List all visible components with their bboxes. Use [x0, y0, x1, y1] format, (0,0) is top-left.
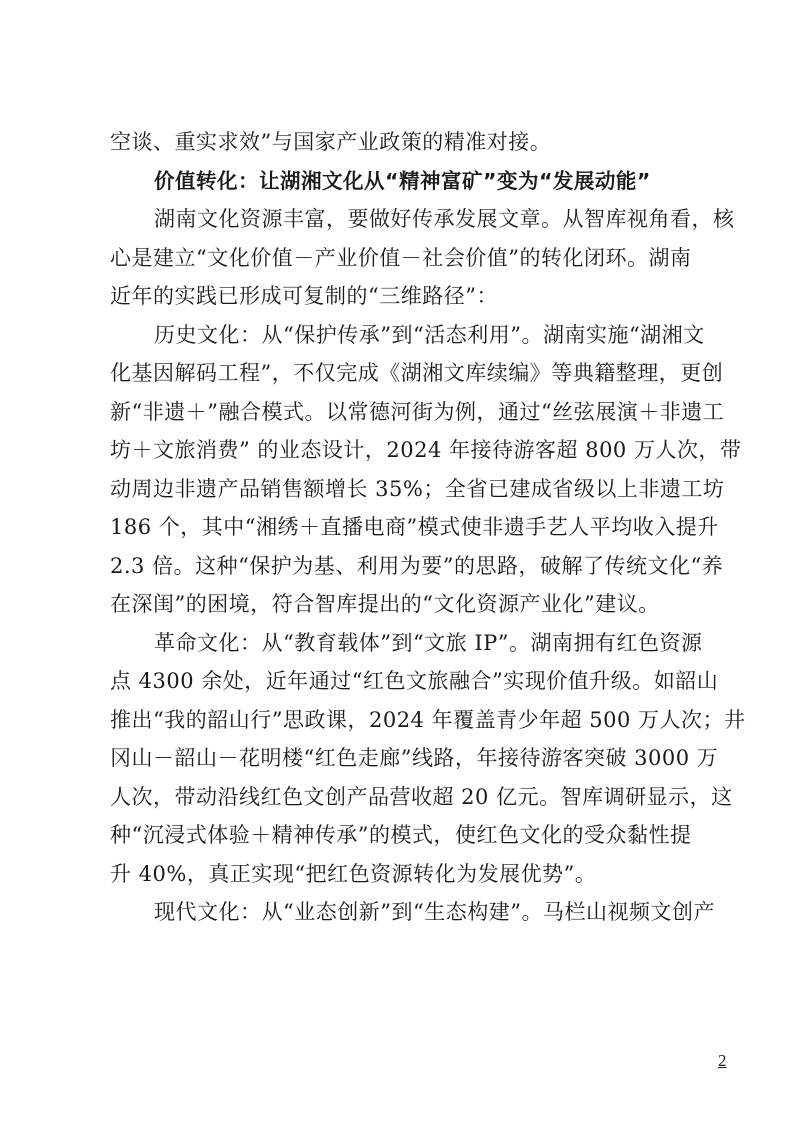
paragraph-history-line: 动周边非遗产品销售额增长 35%；全省已建成省级以上非遗工坊 [110, 476, 725, 501]
document-body [110, 123, 746, 932]
paragraph-intro-line: 近年的实践已形成可复制的“三维路径”： [110, 284, 498, 308]
paragraph-history-line: 186 个，其中“湘绣＋直播电商”模式使非遗手艺人平均收入提升 [110, 515, 719, 539]
paragraph-intro-line: 心是建立“文化价值－产业价值－社会价值”的转化闭环。湖南 [110, 245, 692, 270]
paragraph-history-line: 历史文化：从“保护传承”到“活态利用”。湖南实施“湖湘文 [154, 322, 705, 347]
paragraph-modern-line: 现代文化：从“业态创新”到“生态构建”。马栏山视频文创产 [154, 900, 715, 924]
paragraph-history-line: 坊＋文旅消费” 的业态设计，2024 年接待游客超 800 万人次，带 [110, 438, 742, 462]
paragraph-revolution-line: 种“沉浸式体验＋精神传承”的模式，使红色文化的受众黏性提 [110, 823, 692, 847]
paragraph-revolution-line: 推出“我的韶山行”思政课，2024 年覆盖青少年超 500 万人次；井 [110, 707, 746, 732]
paragraph-history-line: 2.3 倍。这种“保护为基、利用为要”的思路，破解了传统文化“养 [110, 553, 724, 578]
paragraph-revolution-line: 革命文化：从“教育载体”到“文旅 IP”。湖南拥有红色资源 [154, 630, 703, 655]
paragraph-history-line: 在深闺”的困境，符合智库提出的“文化资源产业化”建议。 [110, 592, 660, 616]
paragraph-revolution-line: 冈山－韶山－花明楼“红色走廊”线路，年接待游客突破 3000 万 [110, 746, 719, 770]
section-heading: 价值转化：让湖湘文化从“精神富矿”变为“发展动能” [154, 168, 651, 193]
paragraph-intro-line: 湖南文化资源丰富，要做好传承发展文章。从智库视角看，核 [154, 207, 735, 231]
paragraph-revolution-line: 人次，带动沿线红色文创产品营收超 20 亿元。智库调研显示，这 [110, 784, 733, 809]
paragraph-revolution-line: 点 4300 余处，近年通过“红色文旅融合”实现价值升级。如韶山 [110, 669, 719, 693]
paragraph-history-line: 新“非遗＋”融合模式。以常德河街为例，通过“丝弦展演＋非遗工 [110, 399, 725, 424]
page-number: 2 [718, 1051, 727, 1070]
paragraph-history-line: 化基因解码工程”，不仅完成《湖湘文库续编》等典籍整理，更创 [110, 361, 724, 385]
paragraph-revolution-line: 升 40%，真正实现“把红色资源转化为发展优势”。 [110, 861, 597, 886]
paragraph-continuation-line: 空谈、重实求效”与国家产业政策的精准对接。 [110, 130, 552, 154]
